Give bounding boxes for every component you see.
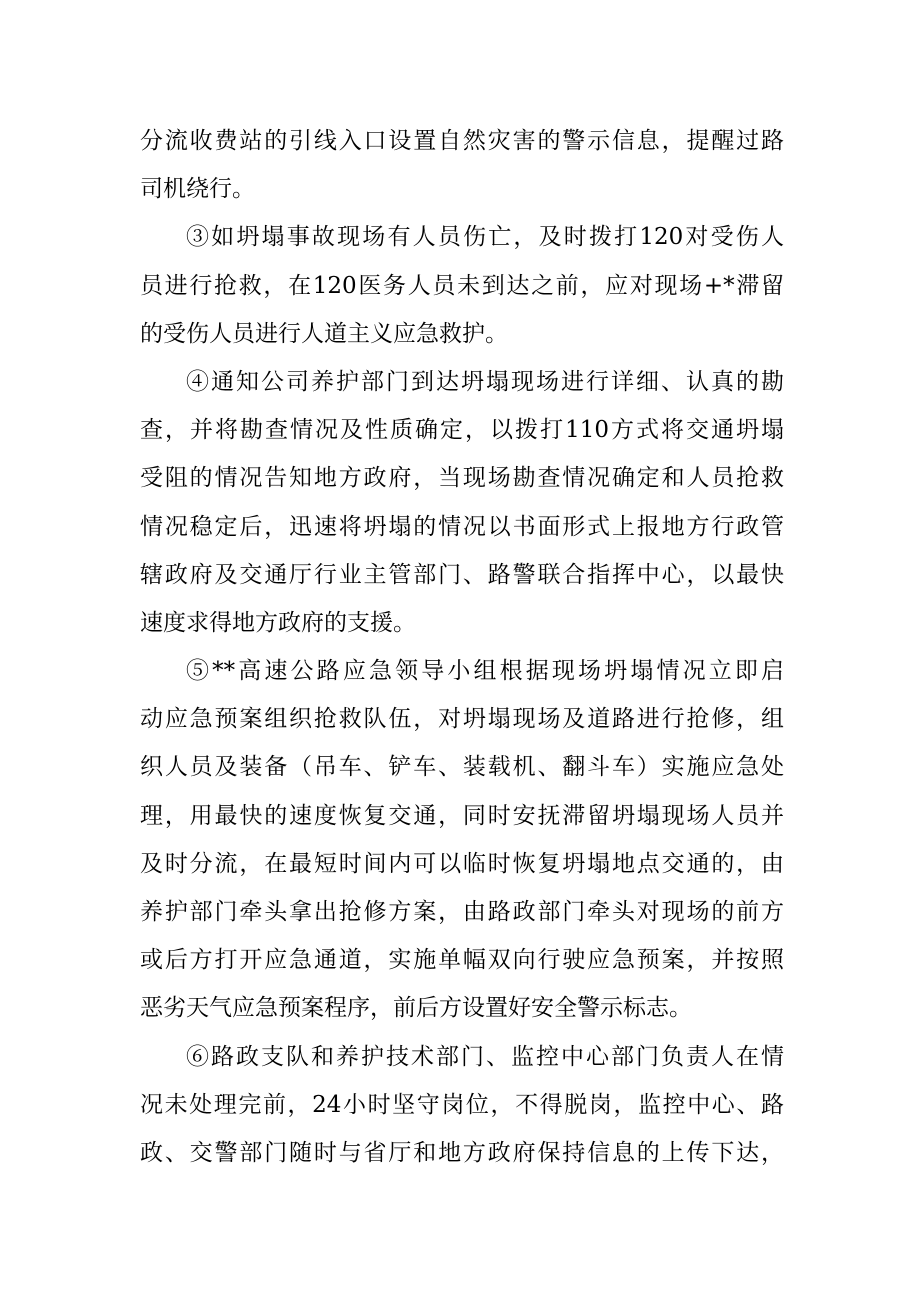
text-line: 及时分流，在最短时间内可以临时恢复坍塌地点交通的，由 <box>140 850 784 877</box>
text-line: 理，用最快的速度恢复交通，同时安抚滞留坍塌现场人员并 <box>140 802 784 829</box>
text-line: 织人员及装备（吊车、铲车、装载机、翻斗车）实施应急处 <box>140 754 784 781</box>
text-line: ⑥路政支队和养护技术部门、监控中心部门负责人在情 <box>186 1043 784 1070</box>
text-line: 情况稳定后，迅速将坍塌的情况以书面形式上报地方行政管 <box>140 513 784 540</box>
text-line: 政、交警部门随时与省厅和地方政府保持信息的上传下达， <box>140 1139 784 1166</box>
text-line: 动应急预案组织抢救队伍，对坍塌现场及道路进行抢修，组 <box>140 706 784 733</box>
document-body <box>140 117 784 1177</box>
text-line: 分流收费站的引线入口设置自然灾害的警示信息，提醒过路 <box>140 128 784 154</box>
text-line: ④通知公司养护部门到达坍塌现场进行详细、认真的勘 <box>186 368 784 395</box>
text-line: 恶劣天气应急预案程序，前后方设置好安全警示标志。 <box>140 995 692 1022</box>
text-line: 员进行抢救，在120医务人员未到达之前，应对现场+*滞留 <box>140 272 784 299</box>
text-line: 或后方打开应急通道，实施单幅双向行驶应急预案，并按照 <box>140 947 784 974</box>
text-line: ⑤**高速公路应急领导小组根据现场坍塌情况立即启 <box>186 658 784 685</box>
text-line: 辖政府及交通厅行业主管部门、路警联合指挥中心，以最快 <box>140 561 784 588</box>
text-line: 速度求得地方政府的支援。 <box>140 609 416 636</box>
text-line: 司机绕行。 <box>140 176 255 203</box>
text-line: ③如坍塌事故现场有人员伤亡，及时拨打120对受伤人 <box>186 224 784 251</box>
text-line: 受阻的情况告知地方政府，当现场勘查情况确定和人员抢救 <box>140 465 784 492</box>
text-line: 况未处理完前，24小时坚守岗位，不得脱岗，监控中心、路 <box>140 1091 784 1118</box>
text-line: 查，并将勘查情况及性质确定，以拨打110方式将交通坍塌 <box>140 417 784 444</box>
text-line: 的受伤人员进行人道主义应急救护。 <box>140 320 508 347</box>
text-line: 养护部门牵头拿出抢修方案，由路政部门牵头对现场的前方 <box>140 899 784 925</box>
